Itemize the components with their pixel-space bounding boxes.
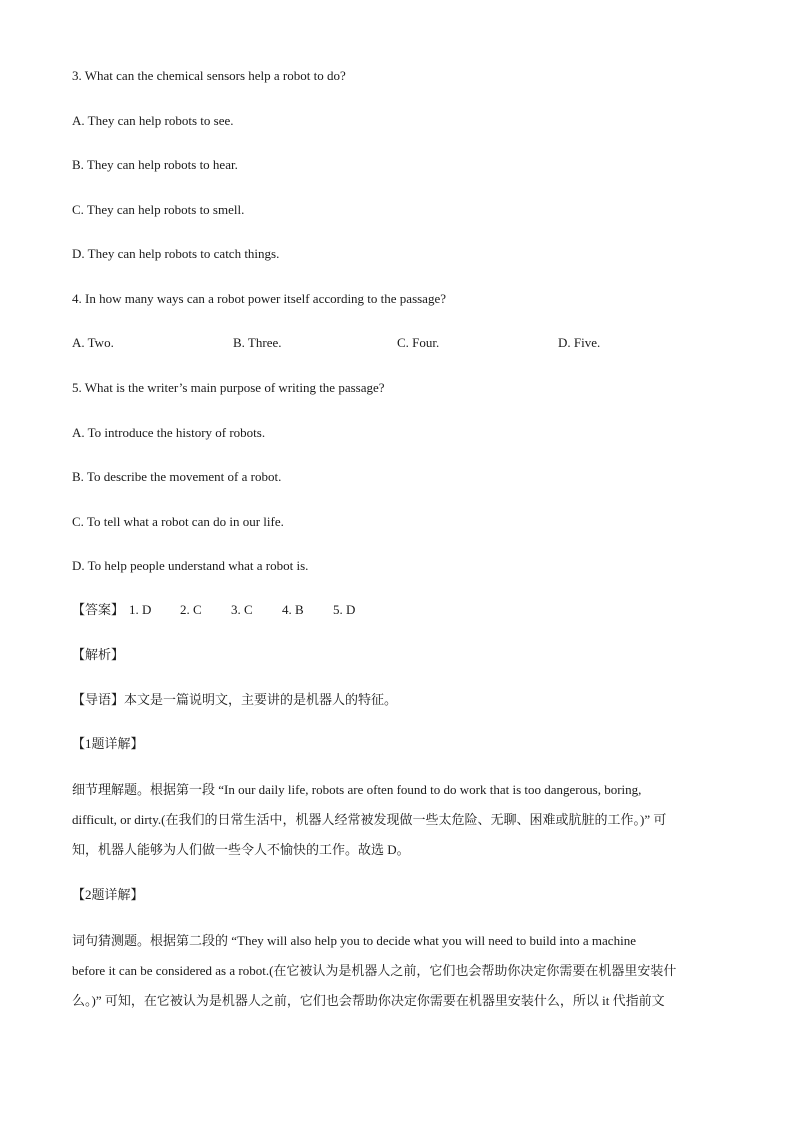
answer-item: 3. C: [231, 602, 253, 617]
answer-item: 1. D: [129, 602, 152, 617]
q5-option-a: A. To introduce the history of robots.: [72, 425, 266, 440]
answer-label: 【答案】: [72, 602, 125, 617]
q4-option-d: D. Five.: [558, 335, 601, 350]
intro-text: 【导语】本文是一篇说明文，主要讲的是机器人的特征。: [72, 692, 398, 707]
detail-2-heading: 【2题详解】: [72, 887, 144, 902]
detail-1-line: 细节理解题。根据第一段 “In our daily life, robots are often found to do work that is too dangerous, boring,: [72, 782, 642, 797]
q3-option-c: C. They can help robots to smell.: [72, 202, 245, 217]
detail-1-line: 知，机器人能够为人们做一些令人不愉快的工作。故选 D。: [72, 842, 410, 857]
q3-option-b: B. They can help robots to hear.: [72, 157, 238, 172]
question-5: 5. What is the writer’s main purpose of writing the passage?: [72, 380, 385, 395]
detail-2-line: 词句猜测题。根据第二段的 “They will also help you to decide what you will need to build into a machine: [72, 933, 636, 948]
question-4: 4. In how many ways can a robot power itself according to the passage?: [72, 291, 446, 306]
detail-1-line: difficult, or dirty.(在我们的日常生活中，机器人经常被发现做一些太危险、无聊、困难或肮脏的工作。)” 可: [72, 812, 667, 827]
question-3: 3. What can the chemical sensors help a robot to do?: [72, 68, 346, 83]
q4-option-c: C. Four.: [397, 335, 440, 350]
detail-2-paragraph: [72, 931, 724, 1011]
detail-2-line: before it can be considered as a robot.(在它被认为是机器人之前，它们也会帮助你决定你需要在机器里安装什: [72, 963, 677, 978]
q5-option-c: C. To tell what a robot can do in our life.: [72, 514, 284, 529]
answer-item: 2. C: [180, 602, 202, 617]
q4-options-row: [72, 333, 722, 353]
q3-option-a: A. They can help robots to see.: [72, 113, 234, 128]
q3-option-d: D. They can help robots to catch things.: [72, 246, 280, 261]
analysis-label: 【解析】: [72, 647, 125, 662]
q5-option-d: D. To help people understand what a robot is.: [72, 558, 309, 573]
detail-1-paragraph: [72, 780, 724, 860]
answer-item: 5. D: [333, 602, 356, 617]
answer-item: 4. B: [282, 602, 304, 617]
detail-2-line: 么。)” 可知，在它被认为是机器人之前，它们也会帮助你决定你需要在机器里安装什么，所以 it 代指前文: [72, 993, 665, 1008]
q4-option-b: B. Three.: [233, 335, 282, 350]
q4-option-a: A. Two.: [72, 335, 114, 350]
q5-option-b: B. To describe the movement of a robot.: [72, 469, 282, 484]
detail-1-heading: 【1题详解】: [72, 736, 144, 751]
